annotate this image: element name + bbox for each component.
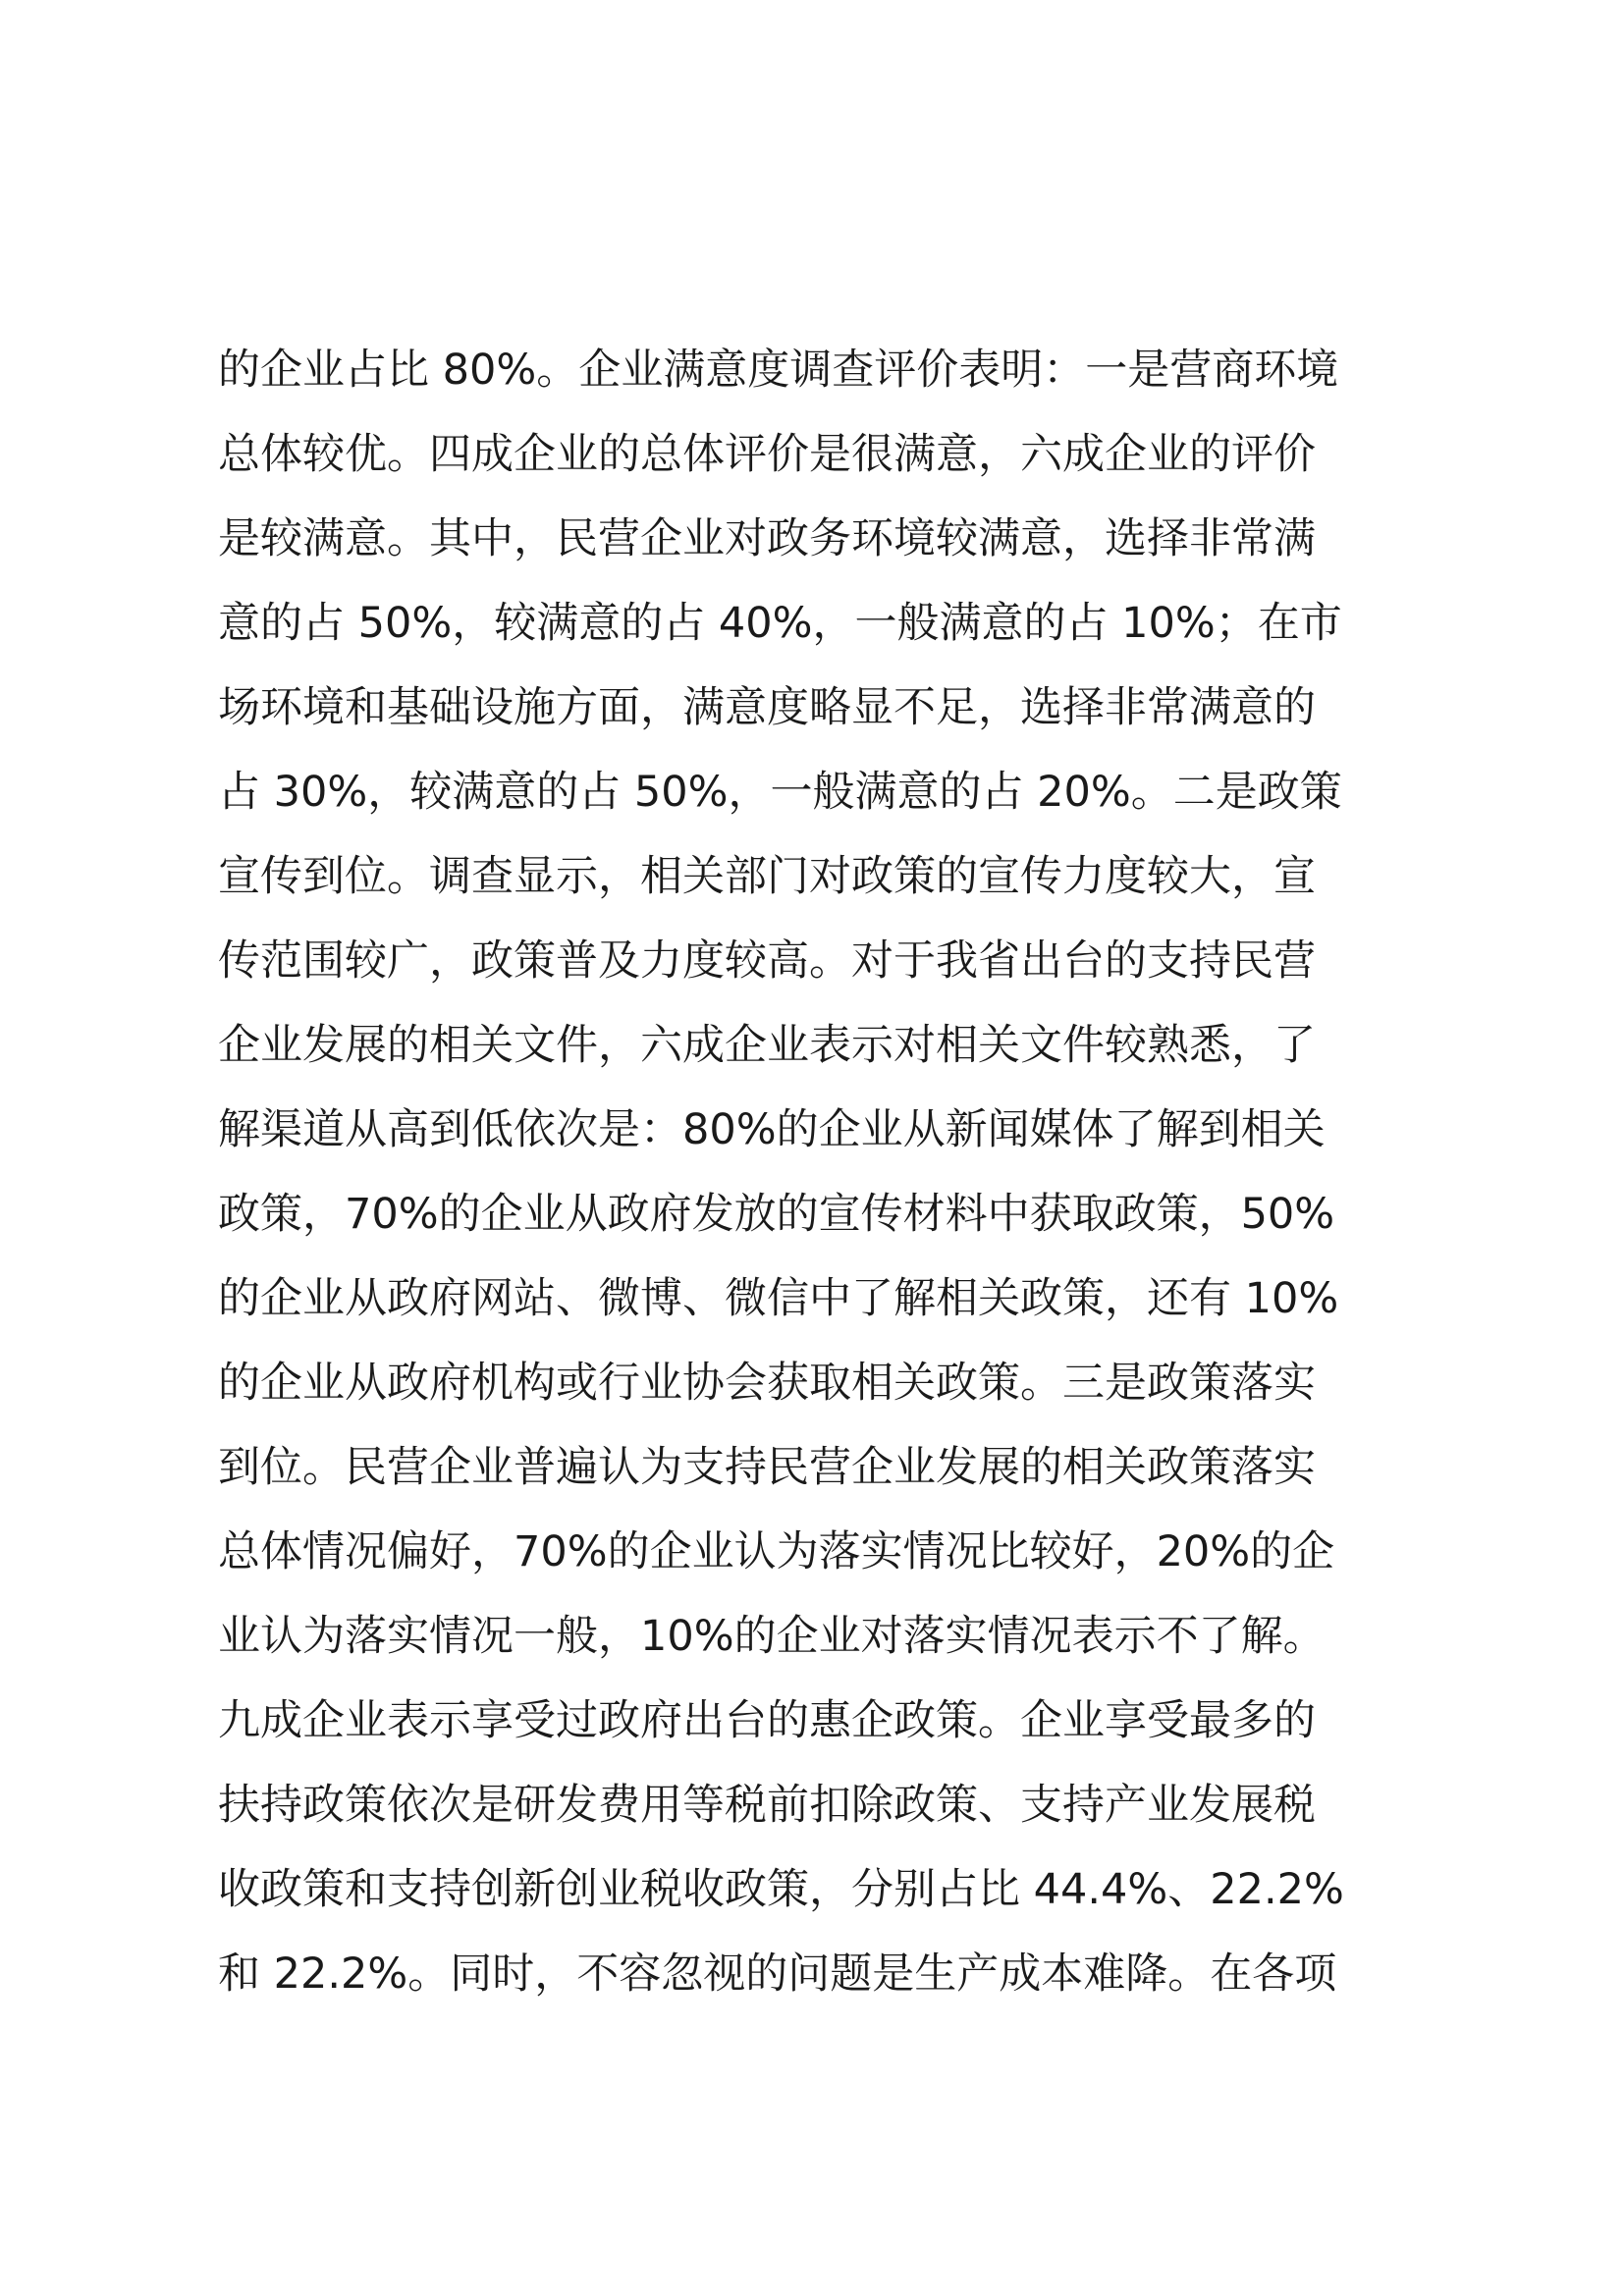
text-line: 宣传到位。调查显示，相关部门对政策的宣传力度较大，宣	[218, 852, 1316, 901]
body-text	[218, 328, 1426, 2016]
text-line: 意的占 50%，较满意的占 40%，一般满意的占 10%；在市	[218, 599, 1342, 648]
text-line: 总体情况偏好，70%的企业认为落实情况比较好，20%的企	[218, 1527, 1335, 1576]
text-line: 企业发展的相关文件，六成企业表示对相关文件较熟悉，了	[218, 1021, 1316, 1070]
text-line: 和 22.2%。同时，不容忽视的问题是生产成本难降。在各项	[218, 1949, 1337, 1999]
text-line: 九成企业表示享受过政府出台的惠企政策。企业享受最多的	[218, 1696, 1316, 1745]
text-line: 的企业从政府网站、微博、微信中了解相关政策，还有 10%	[218, 1274, 1339, 1323]
text-line: 的企业占比 80%。企业满意度调查评价表明：一是营商环境	[218, 346, 1339, 395]
text-line: 场环境和基础设施方面，满意度略显不足，选择非常满意的	[218, 683, 1316, 732]
text-line: 收政策和支持创新创业税收政策，分别占比 44.4%、22.2%	[218, 1865, 1344, 1914]
text-line: 业认为落实情况一般，10%的企业对落实情况表示不了解。	[218, 1612, 1326, 1661]
text-line: 占 30%，较满意的占 50%，一般满意的占 20%。二是政策	[218, 768, 1342, 817]
text-line: 传范围较广，政策普及力度较高。对于我省出台的支持民营	[218, 936, 1316, 986]
text-line: 是较满意。其中，民营企业对政务环境较满意，选择非常满	[218, 514, 1316, 563]
text-line: 的企业从政府机构或行业协会获取相关政策。三是政策落实	[218, 1359, 1316, 1408]
text-line: 扶持政策依次是研发费用等税前扣除政策、支持产业发展税	[218, 1781, 1316, 1830]
text-line: 政策，70%的企业从政府发放的宣传材料中获取政策，50%	[218, 1190, 1335, 1239]
text-line: 总体较优。四成企业的总体评价是很满意，六成企业的评价	[218, 430, 1316, 479]
text-line: 解渠道从高到低依次是：80%的企业从新闻媒体了解到相关	[218, 1105, 1326, 1154]
text-line: 到位。民营企业普遍认为支持民营企业发展的相关政策落实	[218, 1443, 1316, 1492]
